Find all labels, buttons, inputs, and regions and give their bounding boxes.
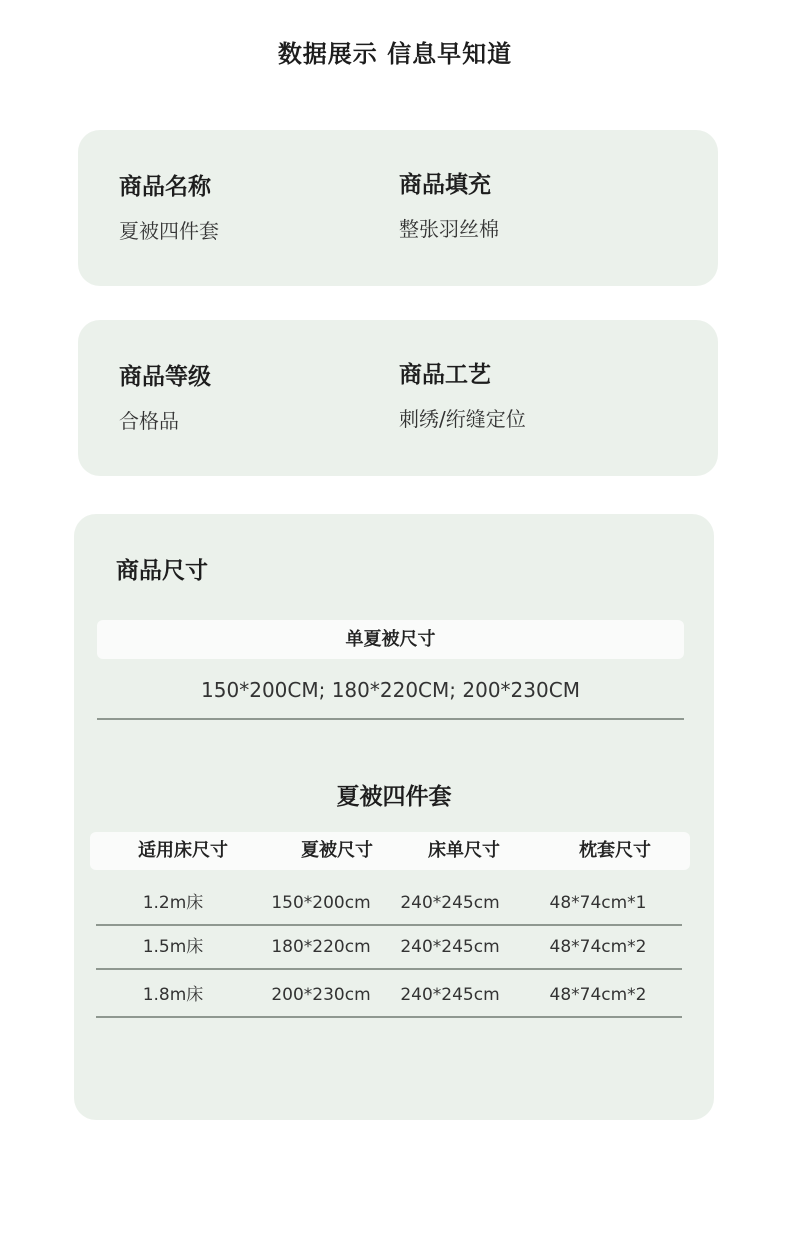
table-cell: 240*245cm	[400, 893, 500, 913]
table-cell: 48*74cm*2	[549, 985, 647, 1005]
info-card-grade-craft	[78, 320, 718, 476]
product-craft-field	[399, 356, 526, 432]
field-label: 商品名称	[119, 174, 211, 200]
divider	[96, 1016, 682, 1018]
table-cell: 240*245cm	[400, 937, 500, 957]
single-quilt-size-header: 单夏被尺寸	[97, 620, 684, 659]
field-value: 刺绣/绗缝定位	[399, 407, 526, 431]
field-value: 整张羽丝棉	[399, 217, 499, 241]
size-card-title: 商品尺寸	[116, 558, 208, 584]
field-label: 商品等级	[119, 364, 211, 390]
table-cell: 1.8m床	[142, 985, 204, 1005]
table-row	[96, 924, 682, 970]
product-grade-field	[119, 358, 211, 434]
column-header-sheet-size: 床单尺寸	[428, 840, 500, 861]
column-header-quilt-size: 夏被尺寸	[301, 840, 373, 861]
table-cell: 48*74cm*2	[549, 937, 647, 957]
page-title: 数据展示 信息早知道	[277, 40, 513, 68]
size-table-header	[90, 832, 690, 870]
field-value: 夏被四件套	[119, 219, 219, 243]
field-label: 商品工艺	[399, 362, 491, 388]
single-quilt-size-value: 150*200CM; 180*220CM; 200*230CM	[201, 678, 580, 702]
field-label: 商品填充	[399, 172, 491, 198]
table-cell: 180*220cm	[271, 937, 371, 957]
table-cell: 1.5m床	[142, 937, 204, 957]
column-header-bed-size: 适用床尺寸	[138, 840, 228, 861]
table-cell: 150*200cm	[271, 893, 371, 913]
product-filling-field	[399, 166, 499, 242]
table-cell: 48*74cm*1	[549, 893, 647, 913]
table-row	[96, 880, 682, 926]
product-name-field	[119, 168, 219, 244]
size-card	[74, 514, 714, 1120]
info-card-name-filling	[78, 130, 718, 286]
field-value: 合格品	[119, 409, 179, 433]
table-cell: 200*230cm	[271, 985, 371, 1005]
table-cell: 1.2m床	[142, 893, 204, 913]
divider	[96, 968, 682, 970]
divider	[97, 718, 684, 720]
set-title: 夏被四件套	[336, 784, 452, 810]
table-cell: 240*245cm	[400, 985, 500, 1005]
table-row	[96, 972, 682, 1018]
column-header-pillowcase-size: 枕套尺寸	[579, 840, 651, 861]
